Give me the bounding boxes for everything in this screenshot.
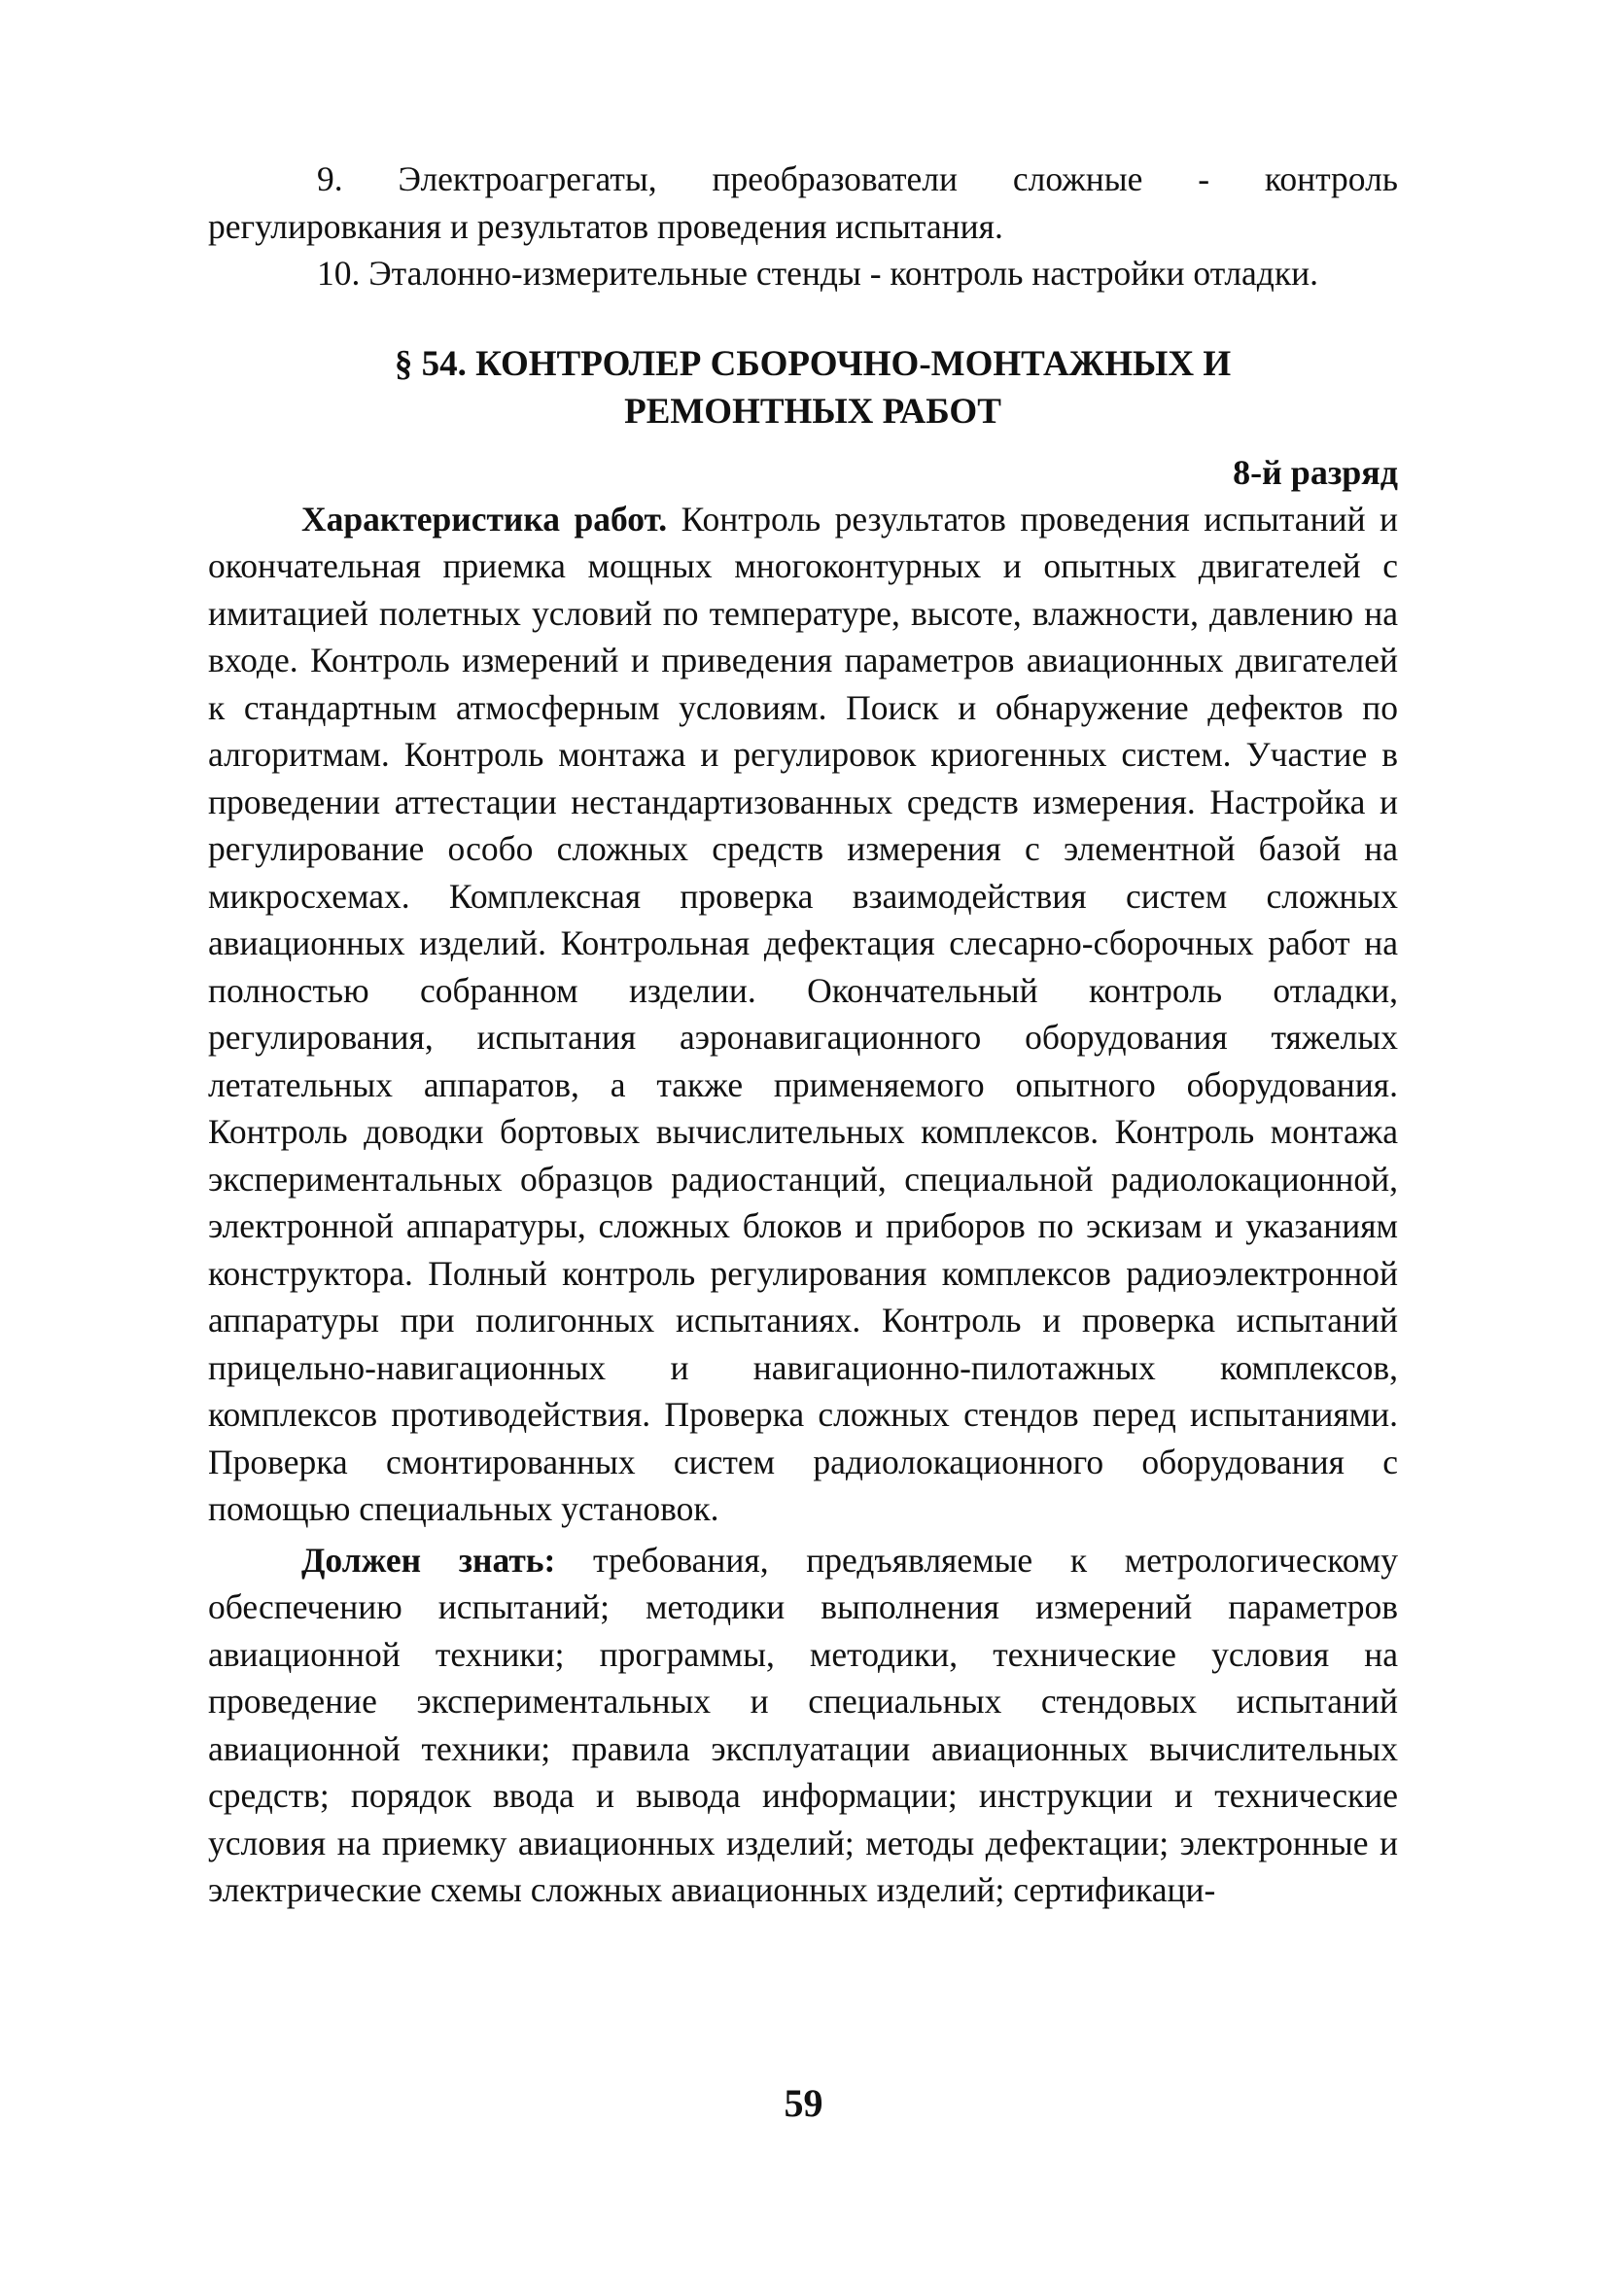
document-page <box>208 156 1398 1914</box>
page-number: 59 <box>784 2081 823 2125</box>
section-title <box>208 340 1398 435</box>
must-know-text: требования, предъявляемые к метрологическому обеспечению испытаний; методики выполнения измерений параметров авиационной техники; программы, методики, технические условия на проведение экспериментальных и специальных стендовых испытаний авиационной техники; правила эксплуатации авиационных вычислительных средств; порядок ввода и вывода информации; инструкции и технические условия на приемку авиационных изделий; методы дефектации; электронные и электрические схемы сложных авиационных изделий; сертификаци- <box>208 1540 1398 1909</box>
characteristics-paragraph <box>208 496 1398 1533</box>
section-title-line-2: РЕМОНТНЫХ РАБОТ <box>624 391 1001 432</box>
characteristics-label: Характеристика работ. <box>301 499 668 539</box>
must-know-paragraph <box>208 1537 1398 1914</box>
list-item-10: 10. Эталонно-измерительные стенды - контроль настройки отладки. <box>317 254 1318 293</box>
must-know-label: Должен знать: <box>301 1540 556 1580</box>
section-title-line-1: § 54. КОНТРОЛЕР СБОРОЧНО-МОНТАЖНЫХ И <box>394 343 1232 384</box>
characteristics-text: Контроль результатов проведения испытаний и окончательная приемка мощных многоконтурных и опытных двигателей с имитацией полетных условий по температуре, высоте, влажности, давлению на входе. Контроль измерений и приведения параметров авиационных двигателей к стандартным атмосферным условиям. Поиск и обнаружение дефектов по алгоритмам. Контроль монтажа и регулировок криогенных систем. Участие в проведении аттестации нестандартизованных средств измерения. Настройка и регулирование особо сложных средств измерения с элементной базой на микросхемах. Комплексная проверка взаимодействия систем сложных авиационных изделий. Контрольная дефектация слесарно-сборочных работ на полностью собранном изделии. Окончательный контроль отладки, регулирования, испытания аэронавигационного оборудования тяжелых летательных аппаратов, а также применяемого опытного оборудования. Контроль доводки бортовых вычислительных комплексов. Контроль монтажа экспериментальных образцов радиостанций, специальной радиолокационной, электронной аппаратуры, сложных блоков и приборов по эскизам и указаниям конструктора. Полный контроль регулирования комплексов радиоэлектронной аппаратуры при полигонных испытаниях. Контроль и проверка испытаний прицельно-навигационных и навигационно-пилотажных комплексов, комплексов противодействия. Проверка сложных стендов перед испытаниями. Проверка смонтированных систем радиолокационного оборудования с помощью специальных установок. <box>208 499 1398 1528</box>
list-item-9: 9. Электроагрегаты, преобразователи сложные - контроль регулировкания и результатов проведения испытания. <box>208 159 1398 246</box>
grade-label: 8-й разряд <box>1233 452 1398 492</box>
